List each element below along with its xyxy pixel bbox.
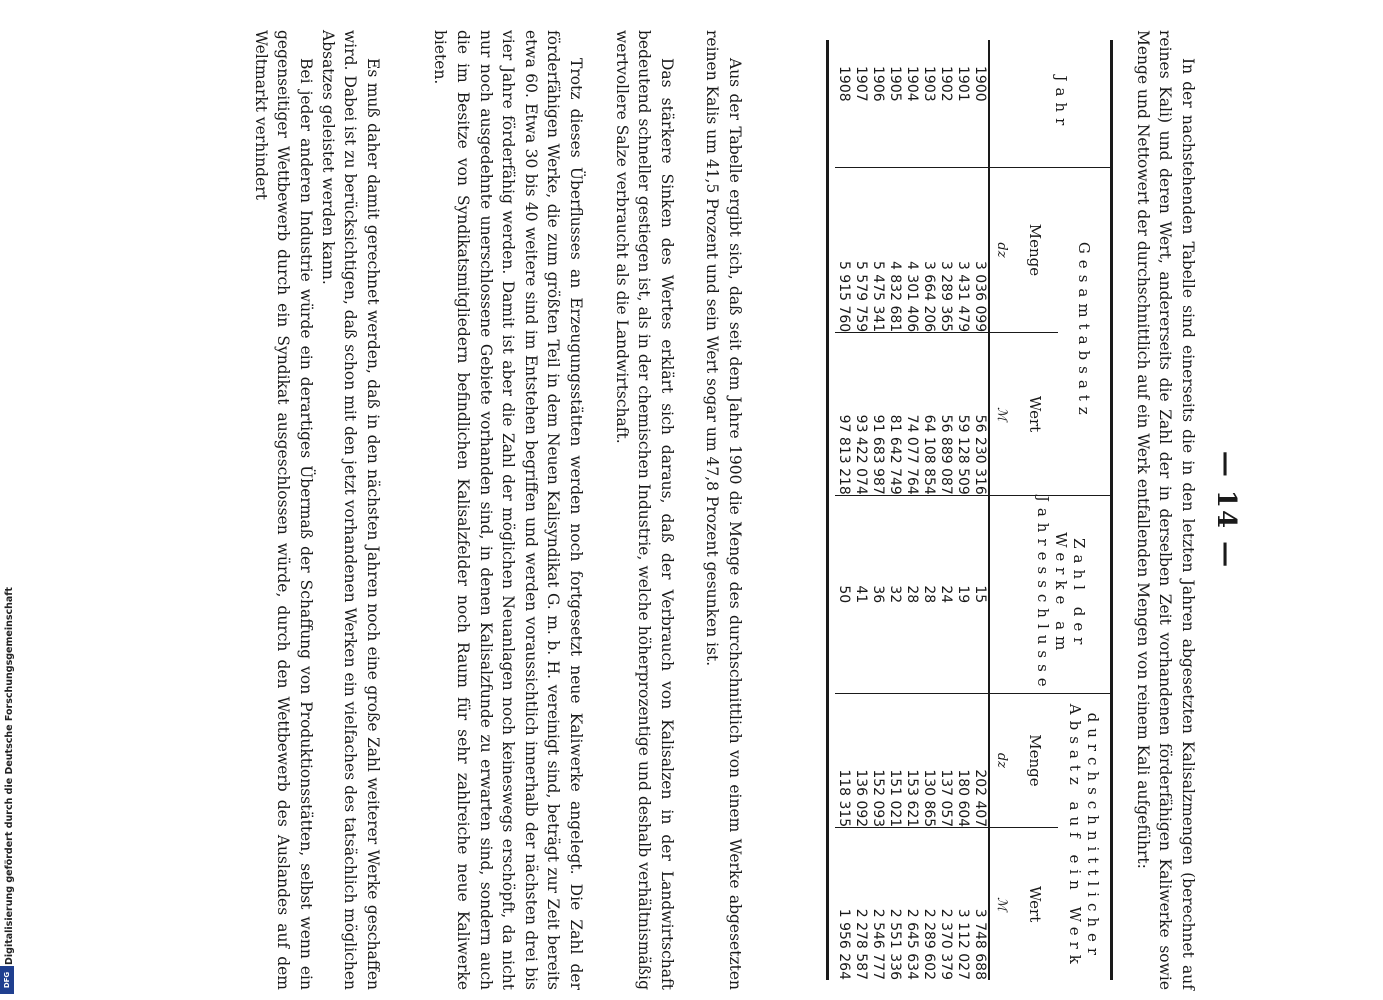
cell-avg-quantity: 152 093 [870,693,887,828]
dfg-logo [0,966,14,994]
cell-year: 1905 [887,66,904,102]
cell-year: 1904 [904,66,921,102]
cell-avg-quantity: 137 057 [938,693,955,828]
cell-quantity: 5 475 341 [870,167,887,333]
header-avg-value: Wert [1012,828,1058,980]
cell-avg-quantity: 180 604 [955,693,972,828]
cell-year: 1906 [870,66,887,102]
cell-avg-quantity: 151 021 [887,693,904,828]
table-row [836,40,853,980]
document-page [129,30,1249,990]
cell-value: 74 077 764 [904,333,921,496]
cell-year: 1907 [853,66,870,102]
table-header-rule [989,40,991,980]
cell-year: 1902 [938,66,955,102]
cell-works-count: 19 [955,495,972,693]
cell-works-count: 41 [853,495,870,693]
unit-avg-quantity: dz [990,693,1012,828]
digitization-credit: Digitalisierung gefördert durch die Deutsche Forschungsgemeinschaft [4,587,15,965]
cell-year: 1908 [836,66,853,102]
paragraph-4: Es muß daher damit gerechnet werden, daß in den nächsten Jahren noch eine große Zahl weiterer Werke geschaffen wird. Dabei ist zu berücksichtigen, daß schon mit den jetzt vorhandenen Werken ein vielfaches des tatsächlich möglichen Absatzes geleistet werden kann. [318,30,382,990]
cell-avg-value: 2 278 587 [853,828,870,980]
unit-quantity: dz [990,167,1012,333]
table-row [887,40,904,980]
cell-avg-value: 2 546 777 [870,828,887,980]
header-quantity: Menge [1012,167,1058,333]
cell-works-count: 32 [887,495,904,693]
cell-avg-value: 2 370 379 [938,828,955,980]
table-row [938,40,955,980]
table-row [904,40,921,980]
cell-avg-value: 3 112 027 [955,828,972,980]
cell-avg-quantity: 202 407 [972,693,989,828]
cell-avg-value: 1 956 264 [836,828,853,980]
cell-quantity: 3 431 479 [955,167,972,333]
cell-works-count: 15 [972,495,989,693]
cell-year: 1903 [921,66,938,102]
paragraph-3: Trotz dieses Überflusses an Erzeugungsstätten werden noch fortgesetzt neue Kaliwerke angelegt. Die Zahl der förderfähigen Werke, die zum größten Teil in dem Neuen Kalisyndikat G. m. b. H. vereinigt sind, beträgt zur Zeit bereits etwa 60. Etwa 30 bis 40 weitere sind im Entstehen begriffen und werden voraussichtlich innerhalb der nächsten drei bis vier Jahre förderfähig werden. Damit ist aber die Zahl der möglichen Neuanlagen noch keineswegs erschöpft, da nicht nur noch ausgedehnte unerschlossene Gebiete vorhanden sind, in denen Kalisalzfunde zu erwarten sind, sondern auch die im Besitze von Syndikatsmitgliedern befindlichen Kalisalzfelder noch Raum für sehr zahlreiche neue Kaliwerke bieten. [431,30,585,990]
cell-avg-quantity: 118 315 [836,693,853,828]
table-row [972,40,989,980]
cell-quantity: 3 036 099 [972,167,989,333]
cell-value: 56 230 316 [972,333,989,496]
dfg-logo-text: DFG [3,971,11,989]
cell-quantity: 5 915 760 [836,167,853,333]
cell-value: 56 889 087 [938,333,955,496]
cell-works-count: 50 [836,495,853,693]
cell-works-count: 36 [870,495,887,693]
table-row [955,40,972,980]
cell-value: 64 108 854 [921,333,938,496]
unit-value: ℳ [990,333,1012,496]
table-top-rule [1110,40,1113,980]
header-works-count: Zahl der Werke am Jahresschlusse [1012,495,1110,693]
intro-paragraph: In der nachstehenden Tabelle sind einerseits die in den letzten Jahren abgesetzten Kalisalzmengen (berechnet auf reines Kali) und deren Wert, andererseits die Zahl der in derselben Zeit vorhandenen förderfähigen Kaliwerke sowie Menge und Nettowert der durchschnittlich auf ein Werk entfallenden Mengen von reinem Kali aufgeführt: [1133,30,1197,990]
table-row [921,40,938,980]
sales-table [827,40,1114,980]
header-total-sales: Gesamtabsatz [1058,167,1110,495]
cell-year: 1900 [972,66,989,102]
cell-works-count: 28 [921,495,938,693]
cell-value: 81 642 749 [887,333,904,496]
cell-works-count: 28 [904,495,921,693]
cell-quantity: 4 832 681 [887,167,904,333]
paragraph-2: Das stärkere Sinken des Wertes erklärt sich daraus, daß der Verbrauch von Kalisalzen in der Landwirtschaft bedeutend schneller gestiegen ist, als in der chemischen Industrie, welche höherprozentige und deshalb verhältnismäßig wertvollere Salze verbraucht als die Landwirtschaft. [612,30,676,990]
paragraph-1: Aus der Tabelle ergibt sich, daß seit dem Jahre 1900 die Menge des durchschnittlich von einem Werke abgesetzten reinen Kalis um 41,5 Prozent und sein Wert sogar um 47,8 Prozent gesunken ist. [703,30,744,990]
cell-quantity: 3 289 365 [938,167,955,333]
cell-value: 93 422 074 [853,333,870,496]
header-average-sales: durchschnittlicher Absatz auf ein Werk [1058,693,1110,980]
table-bottom-rule [827,40,830,980]
cell-value: 97 813 218 [836,333,853,496]
cell-avg-value: 2 645 634 [904,828,921,980]
table-row [853,40,870,980]
cell-works-count: 24 [938,495,955,693]
cell-avg-quantity: 136 092 [853,693,870,828]
cell-avg-value: 3 748 688 [972,828,989,980]
cell-quantity: 3 664 206 [921,167,938,333]
header-avg-quantity: Menge [1012,693,1058,828]
cell-year: 1901 [955,66,972,102]
cell-avg-quantity: 130 865 [921,693,938,828]
cell-value: 91 683 987 [870,333,887,496]
page-number: — 14 — [1211,450,1241,570]
cell-quantity: 5 579 759 [853,167,870,333]
header-year: Jahr [1052,75,1070,132]
cell-avg-quantity: 153 621 [904,693,921,828]
header-value: Wert [1012,333,1058,496]
unit-avg-value: ℳ [990,828,1012,980]
cell-quantity: 4 301 406 [904,167,921,333]
cell-avg-value: 2 551 336 [887,828,904,980]
cell-avg-value: 2 289 602 [921,828,938,980]
paragraph-5: Bei jeder anderen Industrie würde ein derartiges Übermaß der Schaffung von Produktionsstätten, selbst wenn ein gegenseitiger Wettbewerb durch ein Syndikat ausgeschlossen würde, durch den Wettbewerb des Auslandes auf dem Weltmarkt verhindert [251,30,315,990]
cell-value: 59 128 509 [955,333,972,496]
table-row [870,40,887,980]
